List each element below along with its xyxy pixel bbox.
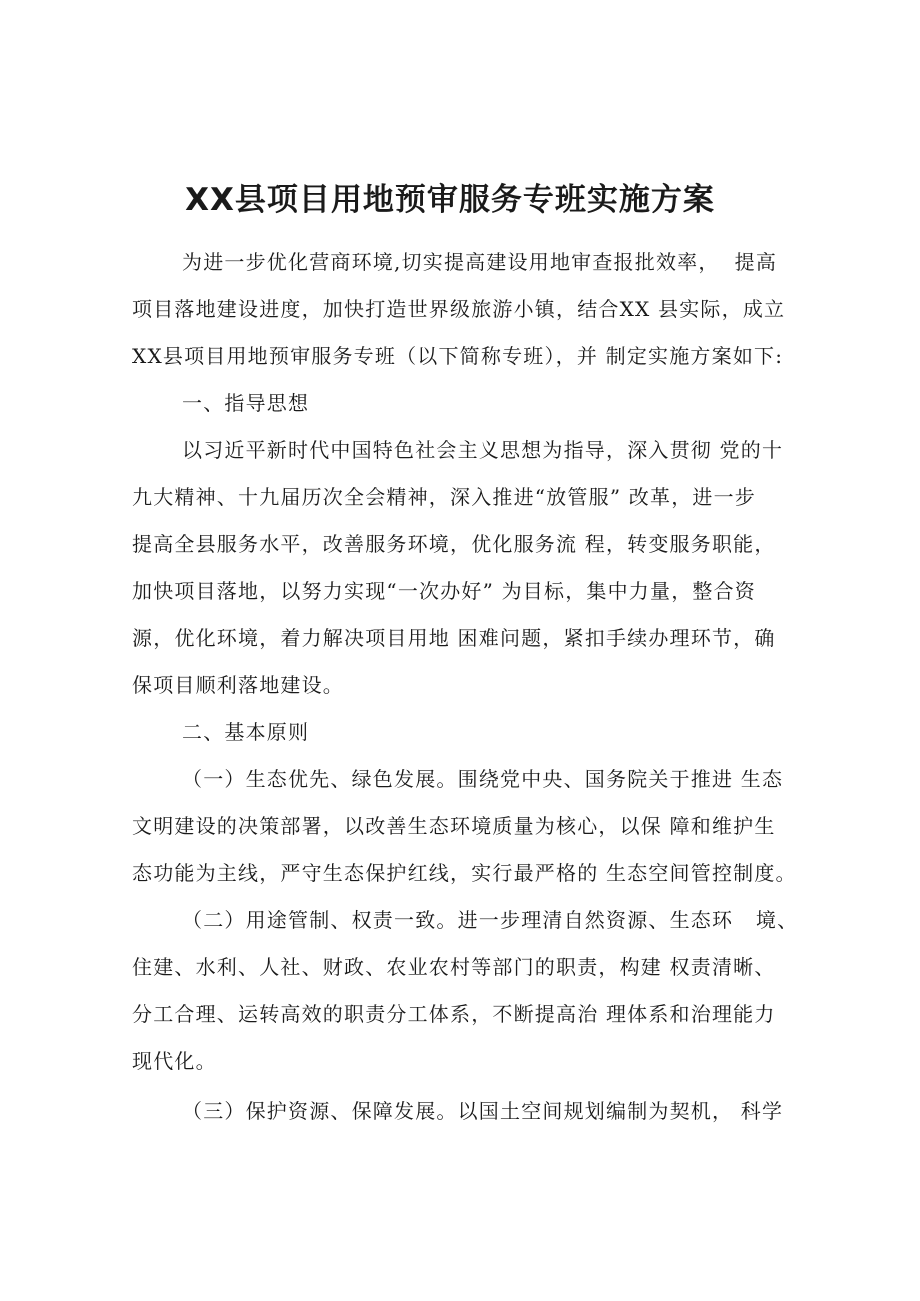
paragraph-line: XX县项目用地预审服务专班（以下简称专班），并 制定实施方案如下: [132,344,784,368]
paragraph-line: 提高全县服务水平，改善服务环境，优化服务流 程，转变服务职能， [132,532,776,556]
paragraph-line: 九大精神、十九届历次全会精神，深入推进“放管服” 改革，进一步 [132,485,757,509]
paragraph-line: （二）用途管制、权责一致。进一步理清自然资源、生态环 境、 [182,908,799,932]
paragraph-line: 分工合理、运转高效的职责分工体系，不断提高治 理体系和治理能力 [132,1002,776,1026]
paragraph-line: 保项目顺利落地建设。 [132,673,344,697]
paragraph-line: 为进一步优化营商环境,切实提高建设用地审查报批效率， 提高 [182,250,778,274]
section-heading: 二、基本原则 [182,720,310,744]
paragraph-line: 项目落地建设进度，加快打造世界级旅游小镇，结合XX 县实际，成立 [132,297,786,321]
paragraph-line: 加快项目落地，以努力实现“一次办好” 为目标，集中力量，整合资 [132,579,757,603]
paragraph-line: 态功能为主线，严守生态保护红线，实行最严格的 生态空间管控制度。 [132,861,797,885]
paragraph-line: 现代化。 [132,1049,217,1073]
paragraph-line: （一）生态优先、绿色发展。围绕党中央、国务院关于推进 生态 [182,767,784,791]
document-title: XX县项目用地预审服务专班实施方案 [185,182,715,218]
paragraph-line: （三）保护资源、保障发展。以国土空间规划编制为契机， 科学 [182,1099,784,1123]
section-heading: 一、指导思想 [182,391,310,415]
paragraph-line: 文明建设的决策部署，以改善生态环境质量为核心，以保 障和维护生 [132,814,776,838]
paragraph-line: 以习近平新时代中国特色社会主义思想为指导，深入贯彻 党的十 [182,438,784,462]
paragraph-line: 住建、水利、人社、财政、农业农村等部门的职责，构建 权责清晰、 [132,955,776,979]
paragraph-line: 源，优化环境，着力解决项目用地 困难问题，紧扣手续办理环节，确 [132,626,776,650]
